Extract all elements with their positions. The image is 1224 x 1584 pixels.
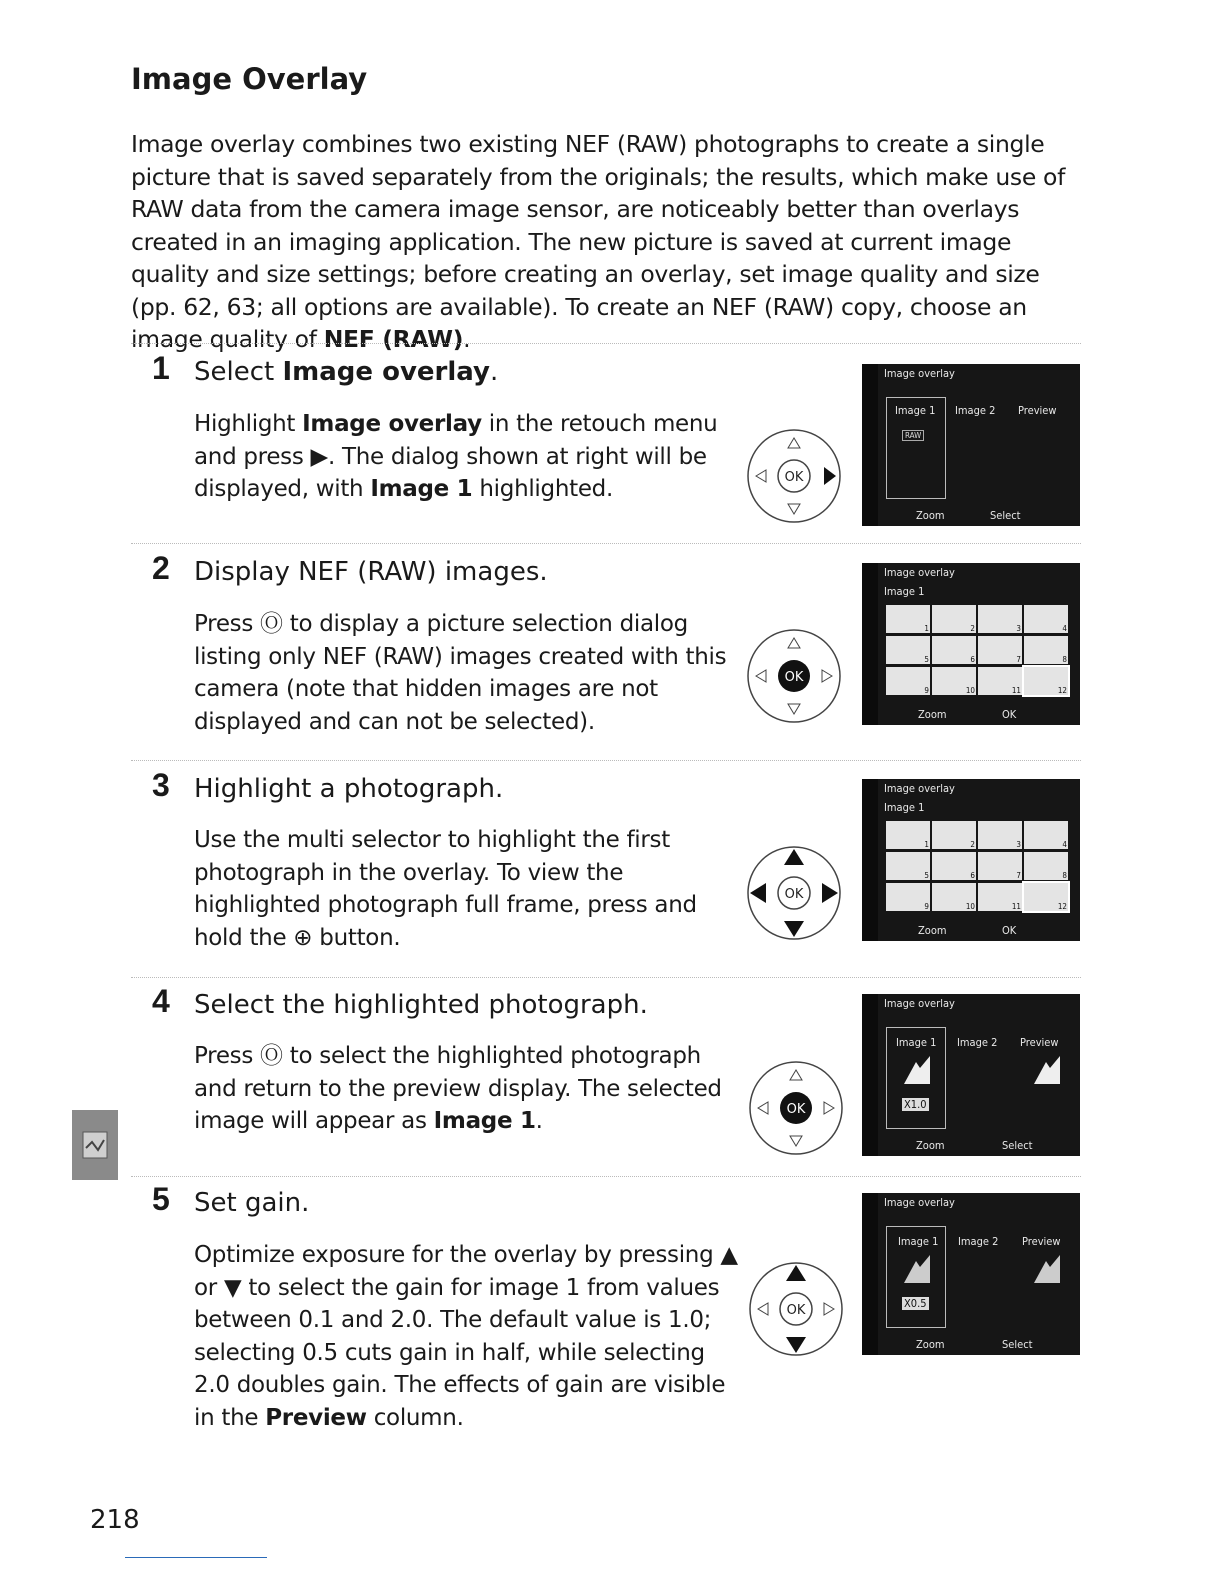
raw-badge: RAW [902,430,924,441]
screen-footer: Zoom Select [916,1139,1033,1152]
photo-thumbnail[interactable]: 1 [886,605,930,633]
photo-thumbnail[interactable]: 6 [932,636,976,664]
screen-footer: Zoom OK [918,708,1017,721]
screen-footer: Zoom OK [918,924,1017,937]
multi-selector-all-directions-icon [746,845,842,941]
step-title: Highlight a photograph. [194,774,504,804]
photo-thumbnail[interactable]: 12 [1024,667,1068,695]
tab-image1: Image 1 [898,1235,939,1248]
photo-thumbnail[interactable]: 10 [932,667,976,695]
photo-thumbnail-icon [902,1054,932,1086]
thumbnail-grid [886,821,1072,915]
multi-selector-up-down-icon [748,1261,844,1357]
tab-image2: Image 2 [958,1235,999,1248]
tab-preview: Preview [1018,404,1057,417]
menu-sidebar [862,779,878,941]
svg-text:OK: OK [786,1303,806,1318]
divider [131,760,1081,761]
tab-image2: Image 2 [955,404,996,417]
svg-text:OK: OK [784,887,804,902]
photo-thumbnail[interactable]: 9 [886,667,930,695]
step-body: Press Ⓞ to display a picture selection dialog listing only NEF (RAW) images created with this camera (note that hidden images are not displayed and can not be selected). [194,611,727,735]
multi-selector-ok-icon [748,1060,844,1156]
svg-text:OK: OK [786,1102,806,1117]
tab-image1: Image 1 [895,404,936,417]
photo-thumbnail[interactable]: 10 [932,883,976,911]
divider [131,343,1081,344]
divider [131,543,1081,544]
tab-preview: Preview [1022,1235,1061,1248]
screen-header: Image overlay [884,367,955,380]
gain-value: X1.0 [904,1098,927,1111]
photo-thumbnail[interactable]: 5 [886,852,930,880]
step-number: 1 [152,350,170,386]
retouch-menu-tab-icon [72,1110,118,1180]
photo-thumbnail[interactable]: 3 [978,821,1022,849]
photo-thumbnail[interactable]: 8 [1024,636,1068,664]
camera-screen-thumbnails [862,563,1080,725]
page-title: Image Overlay [131,62,368,96]
page-number: 218 [90,1505,140,1535]
screen-footer: Zoom Select [916,1338,1033,1351]
photo-thumbnail[interactable]: 3 [978,605,1022,633]
screen-header: Image overlay [884,782,955,795]
tab-preview: Preview [1020,1036,1059,1049]
photo-thumbnail-icon [1032,1054,1062,1086]
photo-thumbnail[interactable]: 9 [886,883,930,911]
photo-thumbnail[interactable]: 11 [978,667,1022,695]
multi-selector-ok-icon [746,628,842,724]
thumbnail-grid [886,605,1072,699]
divider [131,977,1081,978]
svg-text:OK: OK [784,670,804,685]
step-body: Optimize exposure for the overlay by pressing ▲ or ▼ to select the gain for image 1 from values between 0.1 and 2.0. The default value is 1.0; selecting 0.5 cuts gain in half, while selecting 2.0 doubles gain. The effects of gain are visible in the Preview column. [194,1242,738,1431]
photo-thumbnail[interactable]: 2 [932,605,976,633]
multi-selector-right-icon [746,428,842,524]
photo-thumbnail[interactable]: 6 [932,852,976,880]
photo-thumbnail[interactable]: 7 [978,636,1022,664]
step-title: Set gain. [194,1188,310,1218]
step-number: 5 [152,1181,170,1217]
photo-thumbnail-icon [1032,1253,1062,1285]
photo-thumbnail[interactable]: 12 [1024,883,1068,911]
menu-sidebar [862,994,878,1156]
camera-screen-thumbnails [862,779,1080,941]
photo-thumbnail[interactable]: 5 [886,636,930,664]
photo-thumbnail[interactable]: 1 [886,821,930,849]
step-body: Highlight Image overlay in the retouch menu and press ▶. The dialog shown at right will be displayed, with Image 1 highlighted. [194,411,718,502]
divider [131,1176,1081,1177]
menu-sidebar [862,364,878,526]
photo-thumbnail-icon [902,1253,932,1285]
screen-header: Image overlay [884,997,955,1010]
step-body: Use the multi selector to highlight the first photograph in the overlay. To view the highlighted photograph full frame, press and hold the ⊕ button. [194,827,697,951]
intro-paragraph: Image overlay combines two existing NEF (RAW) photographs to create a single picture that is saved separately from the originals; the results, which make use of RAW data from the camera image sensor, are noticeably better than overlays created in an imaging application. The new picture is saved at current image quality and size settings; before creating an overlay, set image quality and size (pp. 62, 63; all options are available). To create an NEF (RAW) copy, choose an image quality of NEF (RAW). [131,130,1065,353]
gain-value: X0.5 [904,1297,927,1310]
step-title: Select Image overlay. [194,357,499,387]
photo-thumbnail[interactable]: 2 [932,821,976,849]
step-title: Display NEF (RAW) images. [194,557,548,587]
screen-subheader: Image 1 [884,585,925,598]
photo-thumbnail[interactable]: 8 [1024,852,1068,880]
photo-thumbnail[interactable]: 4 [1024,821,1068,849]
step-number: 2 [152,550,170,586]
photo-thumbnail[interactable]: 11 [978,883,1022,911]
tab-image2: Image 2 [957,1036,998,1049]
svg-text:OK: OK [784,470,804,485]
screen-header: Image overlay [884,1196,955,1209]
menu-sidebar [862,563,878,725]
photo-thumbnail[interactable]: 4 [1024,605,1068,633]
tab-image1: Image 1 [896,1036,937,1049]
camera-screen-preview [862,364,1080,526]
screen-header: Image overlay [884,566,955,579]
step-number: 4 [152,983,170,1019]
step-number: 3 [152,767,170,803]
step-title: Select the highlighted photograph. [194,990,648,1020]
camera-screen-preview [862,1193,1080,1355]
menu-sidebar [862,1193,878,1355]
camera-screen-preview [862,994,1080,1156]
screen-footer: Zoom Select [916,509,1021,522]
footer-rule [125,1557,267,1558]
step-body: Press Ⓞ to select the highlighted photograph and return to the preview display. The selected image will appear as Image 1. [194,1043,722,1134]
photo-thumbnail[interactable]: 7 [978,852,1022,880]
screen-subheader: Image 1 [884,801,925,814]
